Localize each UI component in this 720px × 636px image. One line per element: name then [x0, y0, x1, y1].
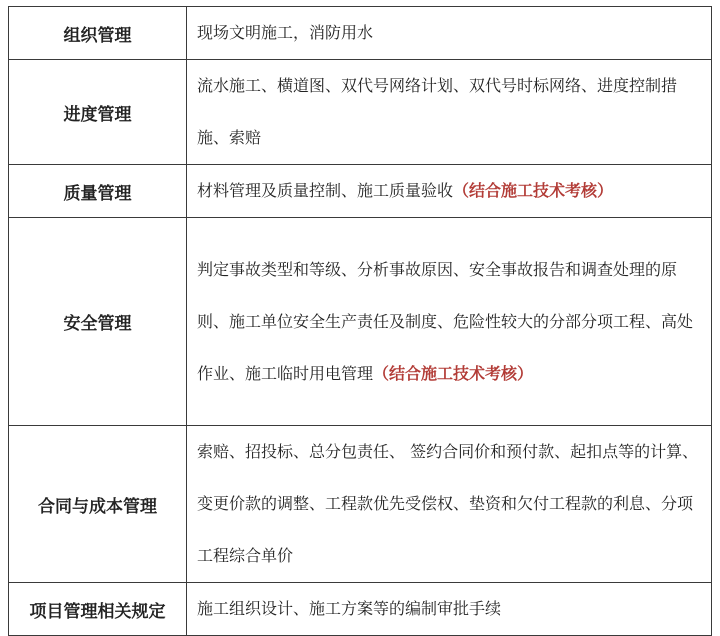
content-text: 流水施工、横道图、双代号网络计划、双代号时标网络、进度控制措施、索赔	[197, 76, 678, 147]
highlight-note: （结合施工技术考核）	[373, 363, 534, 383]
table-row	[9, 165, 712, 218]
table-row	[9, 7, 712, 60]
content-cell	[187, 218, 712, 426]
content-text: 索赔、招投标、总分包责任、 签约合同价和预付款、起扣点等的计算、变更价款的调整、工程款优先受偿权、垫资和欠付工程款的利息、分项工程综合单价	[197, 442, 699, 565]
exam-topics-table	[8, 6, 712, 636]
content-text: 现场文明施工，消防用水	[197, 23, 374, 42]
table-row	[9, 426, 712, 583]
category-cell: 项目管理相关规定	[9, 583, 187, 636]
category-cell: 组织管理	[9, 7, 187, 60]
content-cell	[187, 426, 712, 583]
content-text: 判定事故类型和等级、分析事故原因、安全事故报告和调查处理的原则、施工单位安全生产责任及制度、危险性较大的分部分项工程、高处作业、施工临时用电管理	[197, 259, 694, 383]
content-cell	[187, 7, 712, 60]
content-cell	[187, 583, 712, 636]
category-cell: 安全管理	[9, 218, 187, 426]
content-text: 施工组织设计、施工方案等的编制审批手续	[197, 599, 502, 618]
content-cell	[187, 165, 712, 218]
table-row	[9, 60, 712, 165]
table-row	[9, 583, 712, 636]
content-cell	[187, 60, 712, 165]
highlight-note: （结合施工技术考核）	[453, 181, 614, 200]
table-row	[9, 218, 712, 426]
category-cell: 进度管理	[9, 60, 187, 165]
category-cell: 合同与成本管理	[9, 426, 187, 583]
content-text: 材料管理及质量控制、施工质量验收	[197, 181, 454, 200]
category-cell: 质量管理	[9, 165, 187, 218]
